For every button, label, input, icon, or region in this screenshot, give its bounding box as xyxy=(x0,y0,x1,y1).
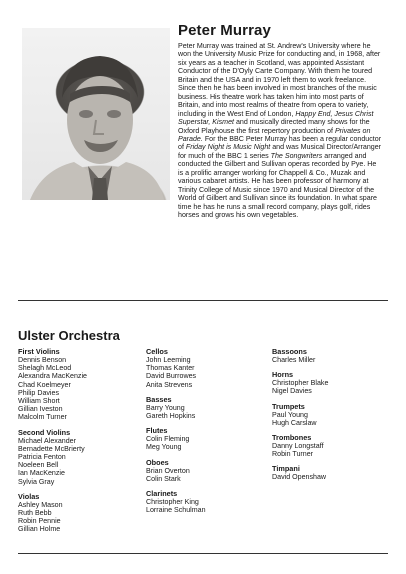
member-name: Ashley Mason xyxy=(18,500,63,509)
member-name: Ruth Bebb xyxy=(18,509,52,518)
bio-title-italic: Privates on Parade. xyxy=(178,126,371,143)
bio-title-italic: Friday Night is Music Night xyxy=(185,143,271,152)
section-oboes xyxy=(146,458,266,483)
member-name: Colin Stark xyxy=(146,474,181,483)
section-heading: Flutes xyxy=(146,426,168,436)
member-name: Christopher King xyxy=(146,498,199,507)
section-second-violins xyxy=(18,428,138,486)
portrait-illustration xyxy=(22,28,170,200)
member-name: Bernadette McBrierty xyxy=(18,444,85,453)
section-heading: Basses xyxy=(146,394,172,404)
member-name: Philip Davies xyxy=(18,388,60,397)
section-timpani xyxy=(272,464,392,481)
member-name: Malcolm Turner xyxy=(18,413,67,422)
section-bassoons xyxy=(272,347,392,364)
member-name: Christopher Blake xyxy=(272,379,329,388)
bio-text-segment: For the BBC Peter Murray has been a regular conductor of xyxy=(178,134,382,152)
member-name: Thomas Kanter xyxy=(146,364,195,373)
divider-top xyxy=(18,300,388,301)
bio-text-segment: and was Musical Director/Arranger for much of the BBC 1 series xyxy=(178,143,382,160)
member-name: Robin Pennie xyxy=(18,517,61,526)
divider-bottom xyxy=(18,553,388,554)
section-violas xyxy=(18,492,138,534)
member-name: David Burrowes xyxy=(146,372,197,381)
section-heading: Trombones xyxy=(272,433,312,443)
member-name: Hugh Carslaw xyxy=(272,418,317,427)
member-name: Charles Miller xyxy=(272,356,316,364)
member-name: Gillian Iveston xyxy=(18,405,63,414)
section-heading: Oboes xyxy=(146,457,169,467)
section-heading: Clarinets xyxy=(146,489,178,499)
member-name: William Short xyxy=(18,397,60,406)
member-name: Anita Strevens xyxy=(146,380,193,389)
member-name: Lorraine Schulman xyxy=(146,506,206,515)
section-basses xyxy=(146,395,266,420)
section-heading: Bassoons xyxy=(272,347,307,356)
member-name: Dennis Benson xyxy=(18,356,67,364)
section-heading: Timpani xyxy=(272,464,300,474)
section-flutes xyxy=(146,426,266,451)
member-name: Michael Alexander xyxy=(18,436,76,445)
section-horns xyxy=(272,370,392,395)
member-name: Patricia Fenton xyxy=(18,453,66,462)
orchestra-column-3 xyxy=(272,347,392,488)
section-heading: Violas xyxy=(18,491,40,501)
portrait-photo xyxy=(22,28,170,200)
member-name: Meg Young xyxy=(146,443,182,452)
bio-title-italic: Happy End, Jesus Christ Superstar, Kismet xyxy=(178,109,374,127)
orchestra-title: Ulster Orchestra xyxy=(18,328,120,343)
member-name: Ian MacKenzie xyxy=(18,469,65,478)
bio-text-segment: and musically directed many shows for the Oxford Playhouse the first repertory production of xyxy=(178,118,370,135)
member-name: Paul Young xyxy=(272,410,308,419)
section-cellos xyxy=(146,347,266,389)
orchestra-column-1 xyxy=(18,347,138,540)
section-heading: Second Violins xyxy=(18,427,71,437)
bio-title-italic: The Songwriters xyxy=(270,151,323,160)
member-name: John Leeming xyxy=(146,356,191,364)
member-name: Chad Koelmeyer xyxy=(18,380,71,389)
member-name: David Openshaw xyxy=(272,473,327,482)
member-name: Colin Fleming xyxy=(146,435,190,444)
bio-text xyxy=(178,42,383,220)
member-name: Nigel Davies xyxy=(272,387,312,396)
bio-text-segment: Peter Murray was trained at St. Andrew's University where he won the University Music Prize for conducting and, in 1968, after six years as a teacher in Scotland, was appointed Assistant Conductor of the D'Oyly Carte Company. With them he toured Britain and the USA and in 1970 left them to work freelance. Since then he has been involved in most branches of the music business. His theatre work has taken him into most parts of Britain, and into most realms of theatre from opera to variety, including in the West End of London, xyxy=(178,42,381,118)
bio-text-segment: arranged and conducted the Gilbert and Sullivan operas recorded by Pye. He is a prolific arranger working for Chappell & Co., Muzak and various cabaret artists. He has been professor of harmony at Trinity College of Music since 1970 and Musical Director of the World of Gilbert and Sullivan since its foundation. In what spare time he has he runs a small record company, plays golf, rides horses and grows his own vegetables. xyxy=(178,151,377,220)
member-name: Barry Young xyxy=(146,403,185,412)
section-heading: Trumpets xyxy=(272,401,305,411)
member-name: Gillian Holme xyxy=(18,525,61,534)
member-name: Robin Turner xyxy=(272,450,314,459)
bio-title: Peter Murray xyxy=(178,22,271,39)
member-name: Noeleen Bell xyxy=(18,461,59,470)
orchestra-column-2 xyxy=(146,347,266,520)
member-name: Danny Longstaff xyxy=(272,442,324,451)
section-heading: First Violins xyxy=(18,347,60,356)
section-heading: Cellos xyxy=(146,347,168,356)
section-clarinets xyxy=(146,489,266,514)
member-name: Shelagh McLeod xyxy=(18,364,72,373)
section-trombones xyxy=(272,433,392,458)
member-name: Sylvia Gray xyxy=(18,477,55,486)
member-name: Alexandra MacKenzie xyxy=(18,372,88,381)
section-heading: Horns xyxy=(272,370,294,380)
section-first-violins xyxy=(18,347,138,422)
section-trumpets xyxy=(272,402,392,427)
member-name: Brian Overton xyxy=(146,466,190,475)
member-name: Gareth Hopkins xyxy=(146,412,196,421)
